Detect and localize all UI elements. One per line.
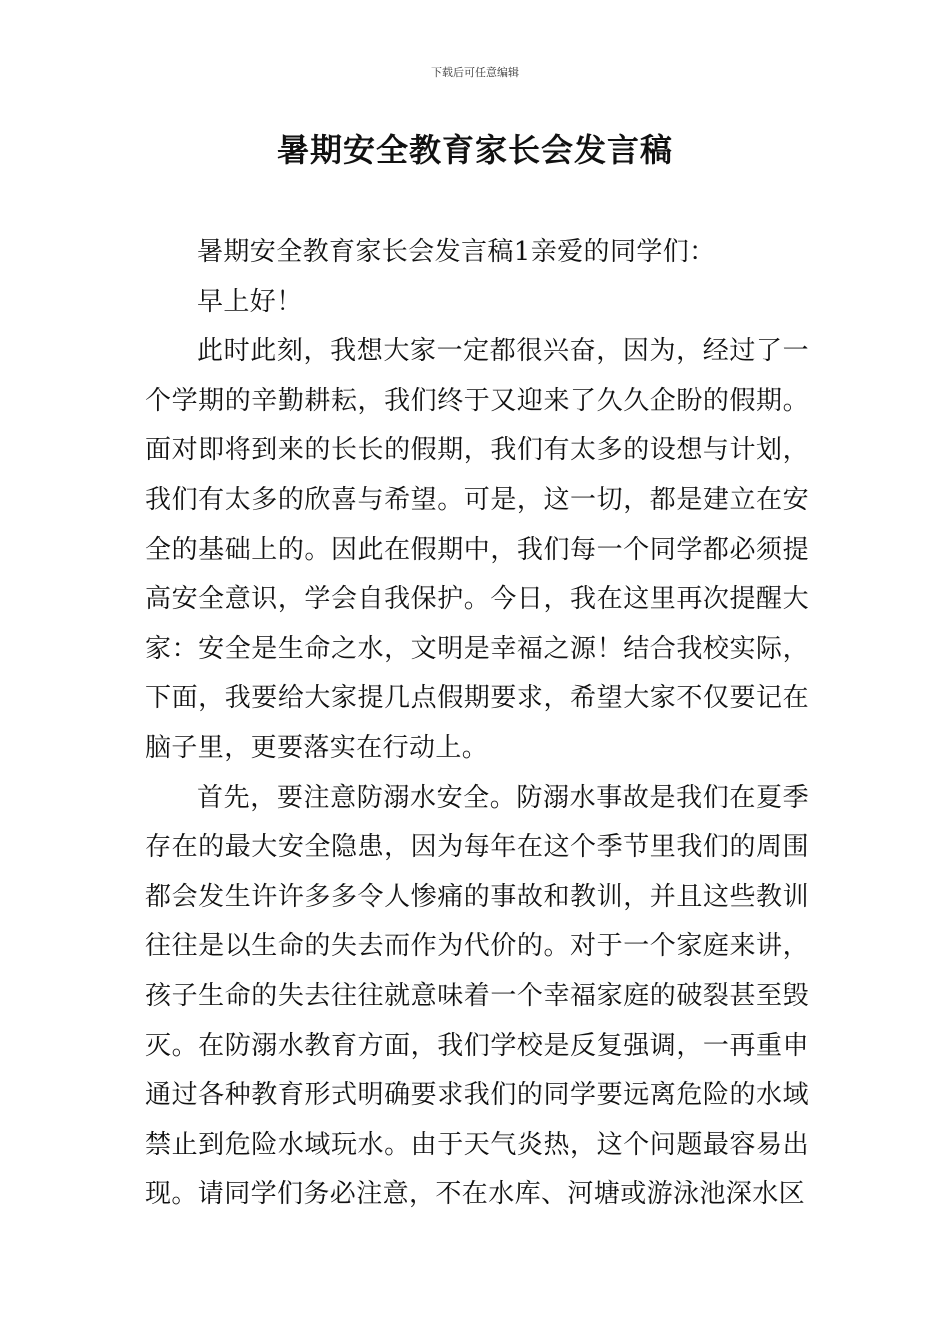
header-note: 下载后可任意编辑 xyxy=(431,66,519,79)
document-body xyxy=(145,228,809,1220)
paragraph-greeting: 早上好！ xyxy=(197,286,303,317)
paragraph-drowning-safety: 首先，要注意防溺水安全。防溺水事故是我们在夏季存在的最大安全隐患，因为每年在这个季节里我们的周围都会发生许许多多令人惨痛的事故和教训，并且这些教训往往是以生命的失去而作为代价的。对于一个家庭来讲，孩子生命的失去往往就意味着一个幸福家庭的破裂甚至毁灭。在防溺水教育方面，我们学校是反复强调，一再重申通过各种教育形式明确要求我们的同学要远离危险的水域禁止到危险水域玩水。由于天气炎热，这个问题最容易出现。请同学们务必注意，不在水库、河塘或游泳池深水区 xyxy=(145,782,809,1210)
paragraph-introduction: 此时此刻，我想大家一定都很兴奋，因为，经过了一个学期的辛勤耕耘，我们终于又迎来了久久企盼的假期。面对即将到来的长长的假期，我们有太多的设想与计划，我们有太多的欣喜与希望。可是，这一切，都是建立在安全的基础上的。因此在假期中，我们每一个同学都必须提高安全意识，学会自我保护。今日，我在这里再次提醒大家：安全是生命之水，文明是幸福之源！结合我校实际，下面，我要给大家提几点假期要求，希望大家不仅要记在脑子里，更要落实在行动上。 xyxy=(145,336,809,763)
document-title: 暑期安全教育家长会发言稿 xyxy=(276,131,673,169)
paragraph-greeting-heading: 暑期安全教育家长会发言稿1亲爱的同学们： xyxy=(197,237,716,267)
